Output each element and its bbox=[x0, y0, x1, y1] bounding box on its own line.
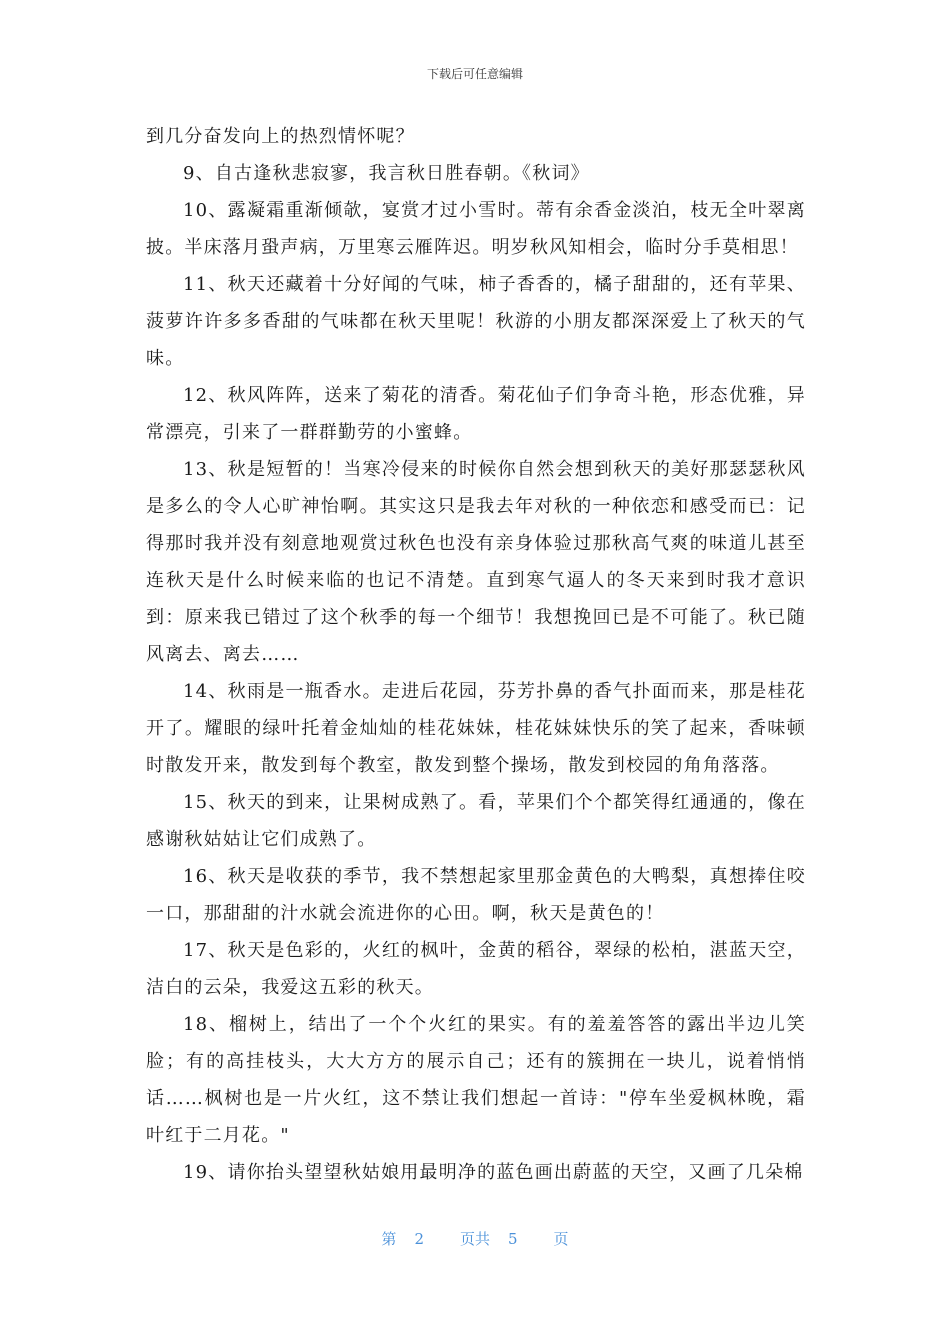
footer-current-page: 2 bbox=[414, 1230, 424, 1248]
body-content bbox=[146, 118, 806, 1191]
paragraph-item-16: 16、秋天是收获的季节，我不禁想起家里那金黄色的大鸭梨，真想捧住咬一口，那甜甜的汁水就会流进你的心田。啊，秋天是黄色的！ bbox=[146, 866, 806, 924]
page-footer bbox=[0, 1228, 950, 1250]
footer-prefix: 第 bbox=[381, 1230, 397, 1248]
paragraph-item-9: 9、自古逢秋悲寂寥，我言秋日胜春朝。《秋词》 bbox=[183, 163, 590, 184]
paragraph-item-10: 10、露凝霜重渐倾欹，宴赏才过小雪时。蒂有余香金淡泊，枝无全叶翠离披。半床落月蛩声病，万里寒云雁阵迟。明岁秋风知相会，临时分手莫相思！ bbox=[146, 200, 806, 258]
footer-suffix: 页 bbox=[553, 1230, 569, 1248]
paragraph-item-13: 13、秋是短暂的！当寒冷侵来的时候你自然会想到秋天的美好那瑟瑟秋风是多么的令人心旷神怡啊。其实这只是我去年对秋的一种依恋和感受而已：记得那时我并没有刻意地观赏过秋色也没有亲身体验过那秋高气爽的味道儿甚至连秋天是什么时候来临的也记不清楚。直到寒气逼人的冬天来到时我才意识到：原来我已错过了这个秋季的每一个细节！我想挽回已是不可能了。秋已随风离去、离去…… bbox=[146, 459, 806, 665]
paragraph-item-14: 14、秋雨是一瓶香水。走进后花园，芬芳扑鼻的香气扑面而来，那是桂花开了。耀眼的绿叶托着金灿灿的桂花妹妹，桂花妹妹快乐的笑了起来，香味顿时散发开来，散发到每个教室，散发到整个操场，散发到校园的角角落落。 bbox=[146, 681, 806, 776]
paragraph-item-15: 15、秋天的到来，让果树成熟了。看，苹果们个个都笑得红通通的，像在感谢秋姑姑让它们成熟了。 bbox=[146, 792, 806, 850]
footer-total-pages: 5 bbox=[508, 1230, 518, 1248]
paragraph-item-18: 18、榴树上，结出了一个个火红的果实。有的羞羞答答的露出半边儿笑脸；有的高挂枝头，大大方方的展示自己；还有的簇拥在一块儿，说着悄悄话……枫树也是一片火红，这不禁让我们想起一首诗："停车坐爱枫林晚，霜叶红于二月花。" bbox=[146, 1014, 806, 1146]
paragraph-item-12: 12、秋风阵阵，送来了菊花的清香。菊花仙子们争奇斗艳，形态优雅，异常漂亮，引来了一群群勤劳的小蜜蜂。 bbox=[146, 385, 806, 443]
paragraph-item-19: 19、请你抬头望望秋姑娘用最明净的蓝色画出蔚蓝的天空，又画了几朵棉 bbox=[183, 1162, 804, 1183]
paragraph-item-11: 11、秋天还藏着十分好闻的气味，柿子香香的，橘子甜甜的，还有苹果、菠萝许许多多香甜的气味都在秋天里呢！秋游的小朋友都深深爱上了秋天的气味。 bbox=[146, 274, 806, 369]
page-header-note: 下载后可任意编辑 bbox=[426, 67, 523, 81]
paragraph-continuation: 到几分奋发向上的热烈情怀呢？ bbox=[146, 126, 415, 147]
paragraph-item-17: 17、秋天是色彩的，火红的枫叶，金黄的稻谷，翠绿的松柏，湛蓝天空，洁白的云朵，我爱这五彩的秋天。 bbox=[146, 940, 806, 998]
footer-middle: 页共 bbox=[459, 1230, 490, 1248]
